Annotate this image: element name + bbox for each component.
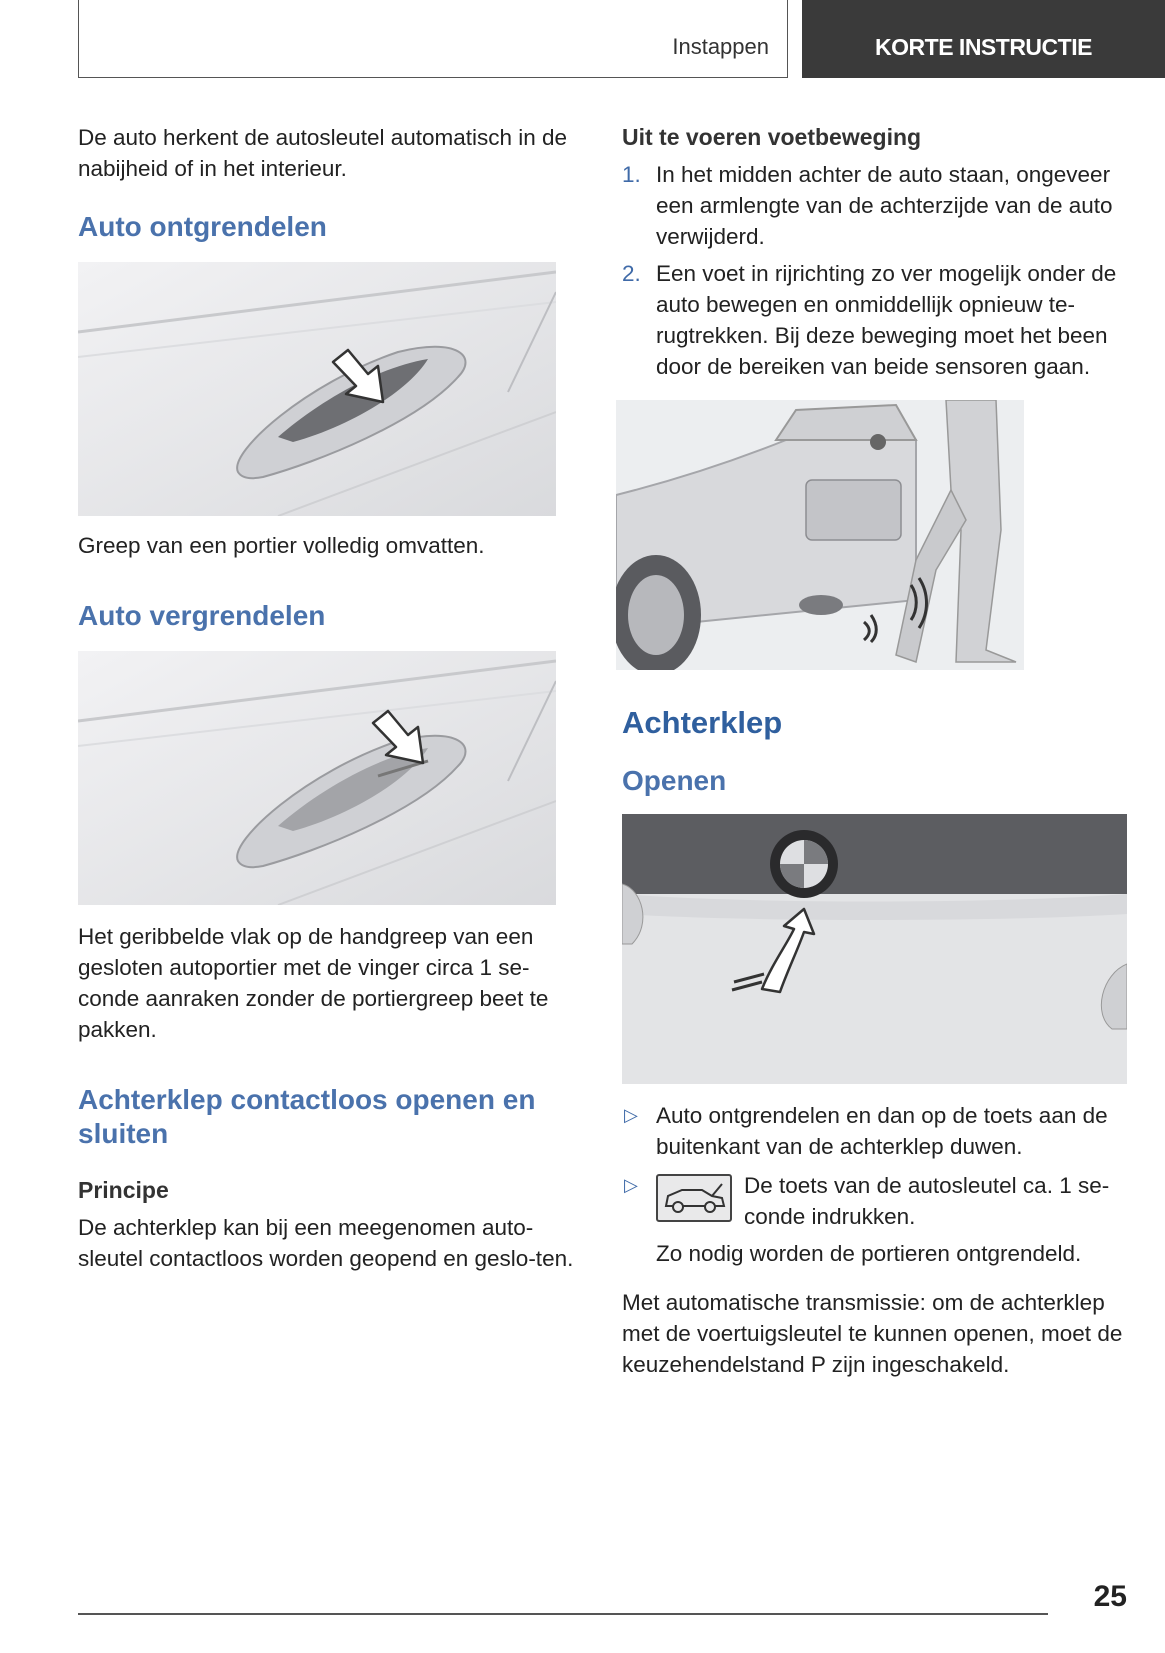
header-box <box>78 0 788 78</box>
step-number: 2. <box>622 261 641 286</box>
lock-heading: Auto vergrendelen <box>78 600 326 631</box>
header-section-title: Instappen <box>672 34 769 59</box>
auto-transmission-paragraph: Met automatische transmissie: om de achterklep met de voertuigsleutel te kunnen openen, moet de keuzehendelstand P zijn ingeschakeld. <box>622 1290 1123 1377</box>
list-item <box>622 1100 1127 1162</box>
bullet-marker: ▷ <box>624 1175 638 1195</box>
bullet-text: De toets van de autosleutel ca. 1 se-conde indrukken. <box>744 1173 1110 1229</box>
principle-paragraph: De achterklep kan bij een meegenomen auto-sleutel contactloos worden geopend en geslo-ten. <box>78 1215 574 1271</box>
unlock-caption: Greep van een portier volledig omvatten. <box>78 533 485 558</box>
bmw-logo <box>770 830 838 898</box>
footer-divider <box>78 1613 1048 1615</box>
principle-heading: Principe <box>78 1177 169 1203</box>
header-chapter-label: KORTE INSTRUCTIE <box>875 33 1092 60</box>
list-item <box>622 258 1127 382</box>
bullet-note: Zo nodig worden de portieren ontgrendeld. <box>656 1241 1082 1266</box>
step-number: 1. <box>622 162 641 187</box>
movement-heading: Uit te voeren voetbeweging <box>622 124 922 150</box>
car-tailgate-icon <box>656 1174 732 1222</box>
tailgate-heading: Achterklep <box>622 705 783 740</box>
intro-paragraph: De auto herkent de autosleutel automatisch in de nabijheid of in het interieur. <box>78 125 568 181</box>
lock-paragraph: Het geribbelde vlak op de handgreep van een gesloten autoportier met de vinger circa 1 se-conde aanraken zonder de portiergreep beet te pakken. <box>78 924 549 1042</box>
bullet-text: Auto ontgrendelen en dan op de toets aan de buitenkant van de achterklep duwen. <box>656 1103 1108 1159</box>
list-item <box>622 1170 1127 1232</box>
door-handle-lock-figure <box>78 651 556 905</box>
bullet-marker: ▷ <box>624 1105 638 1125</box>
foot-gesture-figure <box>616 400 1024 670</box>
left-column <box>78 122 583 1274</box>
step-text: In het midden achter de auto staan, ongeveer een armlengte van de achterzijde van de auto verwijderd. <box>656 162 1113 249</box>
open-heading: Openen <box>622 765 727 796</box>
right-column <box>622 122 1127 1380</box>
list-item <box>622 159 1127 252</box>
page-number: 25 <box>1093 1580 1127 1613</box>
tailgate-button-figure <box>622 814 1127 1084</box>
unlock-heading: Auto ontgrendelen <box>78 211 327 242</box>
door-handle-unlock-figure <box>78 262 556 516</box>
step-text: Een voet in rijrichting zo ver mogelijk onder de auto bewegen en onmiddellijk opnieuw te-rugtrekken. Bij deze beweging moet het been door de bereiken van beide sensoren gaan. <box>656 261 1117 379</box>
header-chapter-tab <box>802 0 1165 78</box>
movement-steps <box>622 159 1127 382</box>
contactless-heading: Achterklep contactloos openen en sluiten <box>78 1084 536 1149</box>
